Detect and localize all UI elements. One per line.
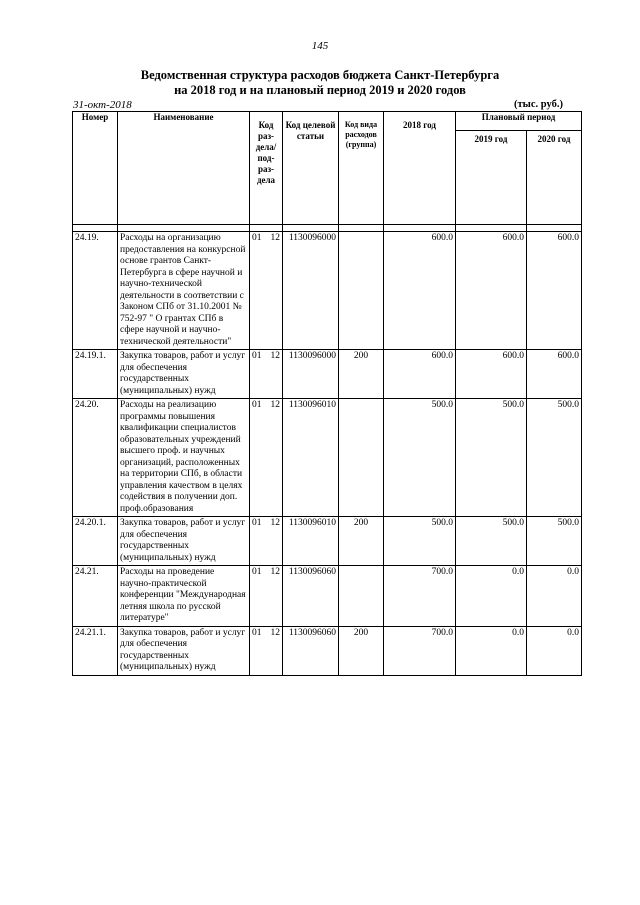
row-target-code: 1130096000: [283, 350, 339, 399]
row-expense-type: 200: [339, 517, 384, 566]
row-expense-type: 200: [339, 626, 384, 675]
row-name: Расходы на организацию предоставления на конкурсной основе грантов Санкт-Петербурга в сфере научной и научно-технической деятельности в соответствии с Законом СПб от 31.10.2001 № 752-97 " О грантах СПб в сфере научной и научно-технической деятельности": [118, 232, 250, 350]
row-subsection: 12: [270, 351, 280, 361]
header-number: Номер: [73, 112, 118, 225]
table-body: [73, 232, 582, 676]
row-section: 01: [252, 567, 262, 577]
header-expense-type-code: Код вида расходов (группа): [339, 112, 384, 225]
table-row: [73, 517, 582, 566]
header-year-2020: 2020 год: [527, 131, 582, 225]
row-name: Закупка товаров, работ и услуг для обеспечения государственных (муниципальных) нужд: [118, 517, 250, 566]
table-row: [73, 232, 582, 350]
header-planned-period: Плановый период: [456, 112, 582, 131]
row-amount-2019: 600.0: [456, 232, 527, 350]
row-amount-2020: 500.0: [527, 517, 582, 566]
row-section: 01: [252, 627, 262, 638]
row-number: 24.19.1.: [73, 350, 118, 399]
row-expense-type: [339, 566, 384, 627]
row-amount-2018: 700.0: [384, 566, 456, 627]
row-amount-2020: 600.0: [527, 350, 582, 399]
row-name: Расходы на реализацию программы повышения квалификации специалистов образовательных учреждений высшего проф. и научных организаций, расположенных на территории СПб, в области управления качеством в целях содействия в получении доп. проф.образования: [118, 399, 250, 517]
header-section-code: Код раз- дела/ под- раз- дела: [250, 112, 283, 225]
row-name: Закупка товаров, работ и услуг для обеспечения государственных (муниципальных) нужд: [118, 626, 250, 675]
row-subsection: 12: [270, 400, 280, 410]
table-row: [73, 350, 582, 399]
row-expense-type: [339, 399, 384, 517]
row-expense-type: 200: [339, 350, 384, 399]
row-amount-2019: 500.0: [456, 517, 527, 566]
row-number: 24.21.: [73, 566, 118, 627]
table-row: [73, 626, 582, 675]
row-target-code: 1130096000: [283, 232, 339, 350]
row-section: 01: [252, 400, 262, 410]
row-number: 24.19.: [73, 232, 118, 350]
row-section-code: [250, 626, 283, 675]
row-amount-2020: 0.0: [527, 626, 582, 675]
row-subsection: 12: [270, 233, 280, 243]
row-name: Закупка товаров, работ и услуг для обеспечения государственных (муниципальных) нужд: [118, 350, 250, 399]
row-amount-2018: 600.0: [384, 232, 456, 350]
row-section: 01: [252, 351, 262, 361]
row-section-code: [250, 232, 283, 350]
units-label: (тыс. руб.): [514, 99, 563, 110]
row-target-code: 1130096060: [283, 566, 339, 627]
row-section-code: [250, 350, 283, 399]
header-name: Наименование: [118, 112, 250, 225]
page-number: 145: [311, 40, 329, 52]
row-amount-2018: 500.0: [384, 517, 456, 566]
row-target-code: 1130096010: [283, 517, 339, 566]
row-section-code: [250, 399, 283, 517]
table-row: [73, 566, 582, 627]
row-subsection: 12: [270, 567, 280, 577]
row-target-code: 1130096010: [283, 399, 339, 517]
header-target-code: Код целевой статьи: [283, 112, 339, 225]
budget-table: [72, 111, 582, 676]
report-date: 31-окт-2018: [73, 99, 132, 111]
document-title: [0, 68, 640, 98]
row-amount-2019: 0.0: [456, 626, 527, 675]
row-section-code: [250, 566, 283, 627]
title-line-2: на 2018 год и на плановый период 2019 и 2020 годов: [174, 83, 466, 97]
row-amount-2018: 500.0: [384, 399, 456, 517]
row-amount-2018: 600.0: [384, 350, 456, 399]
row-section-code: [250, 517, 283, 566]
row-amount-2020: 500.0: [527, 399, 582, 517]
row-subsection: 12: [270, 518, 280, 528]
row-number: 24.21.1.: [73, 626, 118, 675]
row-number: 24.20.1.: [73, 517, 118, 566]
row-amount-2019: 600.0: [456, 350, 527, 399]
row-number: 24.20.: [73, 399, 118, 517]
row-section: 01: [252, 233, 262, 243]
row-amount-2019: 0.0: [456, 566, 527, 627]
table-row: [73, 399, 582, 517]
row-expense-type: [339, 232, 384, 350]
row-target-code: 1130096060: [283, 626, 339, 675]
row-amount-2020: 600.0: [527, 232, 582, 350]
row-amount-2018: 700.0: [384, 626, 456, 675]
row-subsection: 12: [270, 627, 280, 638]
row-amount-2020: 0.0: [527, 566, 582, 627]
row-amount-2019: 500.0: [456, 399, 527, 517]
header-year-2019: 2019 год: [456, 131, 527, 225]
title-line-1: Ведомственная структура расходов бюджета Санкт-Петербурга: [140, 68, 500, 82]
header-year-2018: 2018 год: [384, 112, 456, 225]
row-name: Расходы на проведение научно-практической конференции "Международная летняя школа по русской литературе": [118, 566, 250, 627]
row-section: 01: [252, 518, 262, 528]
